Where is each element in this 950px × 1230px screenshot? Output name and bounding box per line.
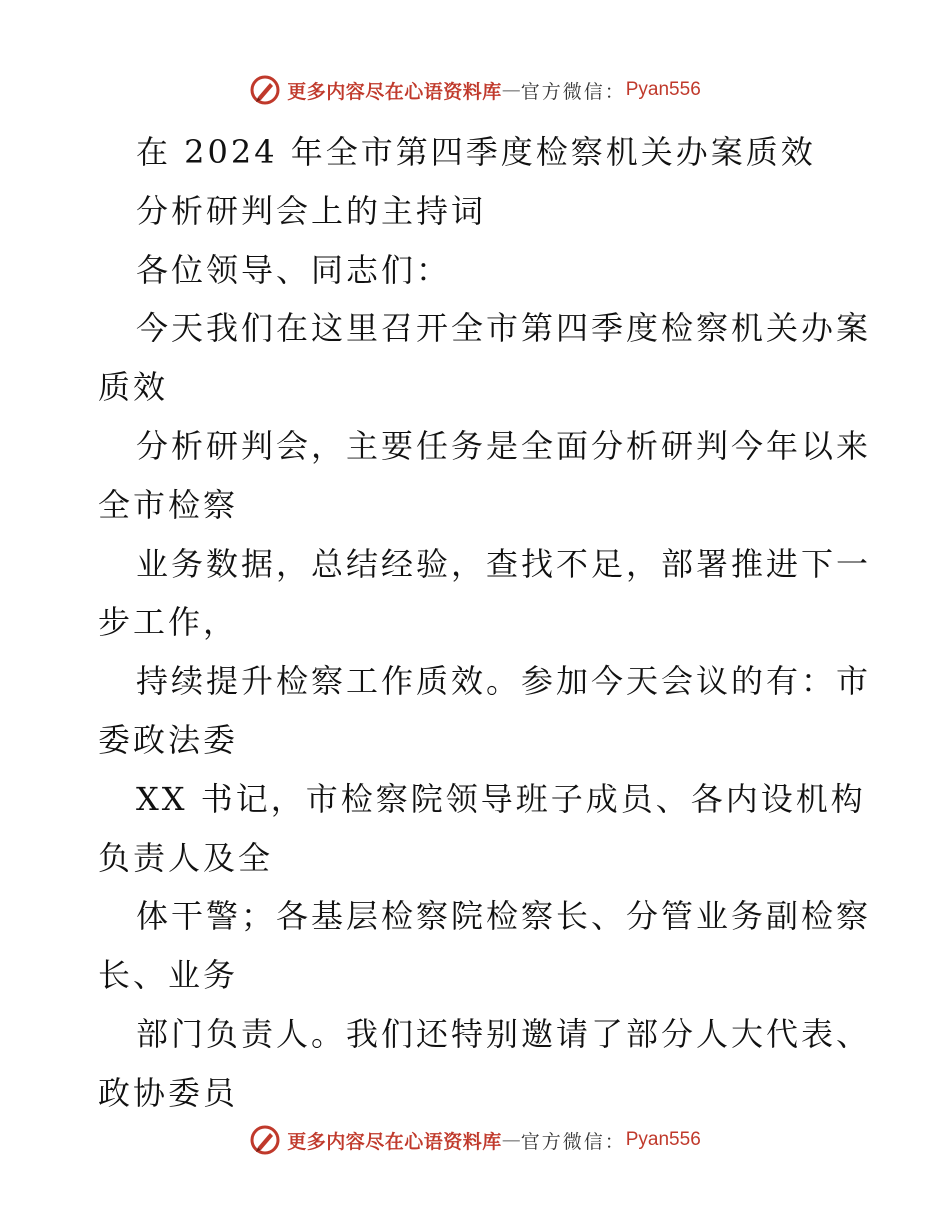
watermark-dash: — <box>501 1129 521 1151</box>
paragraph-line: 政协委员 <box>98 1073 239 1112</box>
watermark-brand: 更多内容尽在心语资料库 <box>287 1130 502 1153</box>
title-line-1: 在 2024 年全市第四季度检察机关办案质效 <box>136 133 816 171</box>
pen-logo-icon <box>249 1124 281 1156</box>
pen-logo-icon <box>249 74 281 106</box>
paragraph-line: 长、业务 <box>98 956 239 995</box>
paragraph-line: 部门负责人。我们还特别邀请了部分人大代表、 <box>136 1014 872 1053</box>
watermark-label: 官方微信： <box>520 1130 626 1153</box>
watermark-brand: 更多内容尽在心语资料库 <box>287 80 502 103</box>
paragraph-line: 业务数据，总结经验，查找不足，部署推进下一 <box>136 544 872 583</box>
document-body <box>98 123 872 1123</box>
watermark-header <box>0 70 950 110</box>
paragraph-line: 步工作， <box>98 603 239 642</box>
watermark-footer <box>0 1120 950 1160</box>
paragraph-line: 持续提升检察工作质效。参加今天会议的有：市 <box>136 662 872 701</box>
paragraph-line: 全市检察 <box>98 485 239 524</box>
paragraph-line: 分析研判会，主要任务是全面分析研判今年以来 <box>136 426 872 465</box>
paragraph-line: 今天我们在这里召开全市第四季度检察机关办案 <box>136 309 872 348</box>
title-line-2: 分析研判会上的主持词 <box>136 191 487 230</box>
watermark-wechat-id: Pyan556 <box>625 1129 701 1150</box>
paragraph-line: 体干警；各基层检察院检察长、分管业务副检察 <box>136 897 872 936</box>
watermark-wechat-id: Pyan556 <box>625 79 701 100</box>
paragraph-line: 质效 <box>98 368 169 407</box>
paragraph-line: XX 书记，市检察院领导班子成员、各内设机构 <box>136 779 866 818</box>
watermark-dash: — <box>501 79 521 101</box>
salutation: 各位领导、同志们： <box>136 250 452 289</box>
paragraph-line: 委政法委 <box>98 720 239 759</box>
paragraph-line: 负责人及全 <box>98 838 274 877</box>
watermark-label: 官方微信： <box>520 80 626 103</box>
